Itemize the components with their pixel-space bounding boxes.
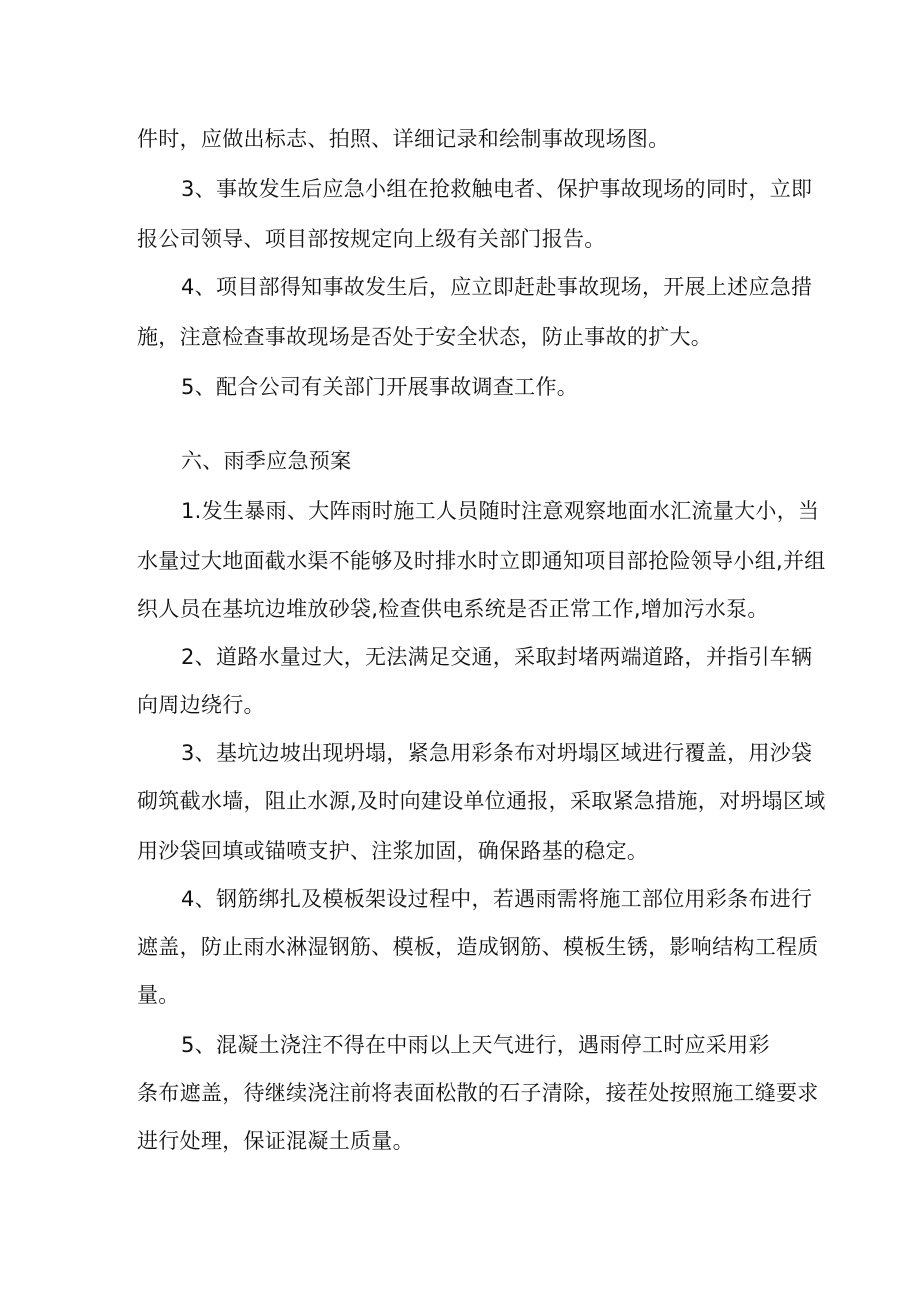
text-line: 向周边绕行。 xyxy=(137,693,265,717)
paragraph-2-line: 2、道路水量过大，无法满足交通，采取封堵两端道路，并指引车辆 xyxy=(181,645,813,669)
text-line: 水量过大地面截水渠不能够及时排水时立即通知项目部抢险领导小组,并组 xyxy=(137,549,826,573)
text-line: 遮盖，防止雨水淋湿钢筋、模板，造成钢筋、模板生锈，影响结构工程质 xyxy=(137,935,819,959)
text-line: 用沙袋回填或锚喷支护、注浆加固，确保路基的稳定。 xyxy=(137,839,649,863)
paragraph-5-line: 5、混凝土浇注不得在中雨以上天气进行，遇雨停工时应采用彩 xyxy=(181,1033,770,1057)
section-heading: 六、雨季应急预案 xyxy=(181,449,352,473)
paragraph-3-line: 3、基坑边坡出现坍塌，紧急用彩条布对坍塌区域进行覆盖，用沙袋 xyxy=(181,741,813,765)
text-line: 报公司领导、项目部按规定向上级有关部门报告。 xyxy=(137,227,606,251)
text-line: 件时，应做出标志、拍照、详细记录和绘制事故现场图。 xyxy=(137,127,670,151)
paragraph-4-line: 4、钢筋绑扎及模板架设过程中，若遇雨需将施工部位用彩条布进行 xyxy=(181,887,813,911)
text-line: 织人员在基坑边堆放砂袋,检查供电系统是否正常工作,增加污水泵。 xyxy=(137,597,769,621)
paragraph-1-line: 1.发生暴雨、大阵雨时施工人员随时注意观察地面水汇流量大小，当 xyxy=(181,499,820,523)
text-line: 条布遮盖，待继续浇注前将表面松散的石子清除，接茬处按照施工缝要求 xyxy=(137,1081,819,1105)
text-line: 砌筑截水墙，阻止水源,及时向建设单位通报，采取紧急措施，对坍塌区域 xyxy=(137,789,826,813)
text-line: 量。 xyxy=(137,983,180,1007)
text-line: 进行处理，保证混凝土质量。 xyxy=(137,1129,414,1153)
paragraph-3-line: 3、事故发生后应急小组在抢救触电者、保护事故现场的同时，立即 xyxy=(181,177,813,201)
paragraph-5-line: 5、配合公司有关部门开展事故调查工作。 xyxy=(181,375,579,399)
paragraph-4-line: 4、项目部得知事故发生后，应立即赶赴事故现场，开展上述应急措 xyxy=(181,275,813,299)
text-line: 施，注意检查事故现场是否处于安全状态，防止事故的扩大。 xyxy=(137,325,713,349)
